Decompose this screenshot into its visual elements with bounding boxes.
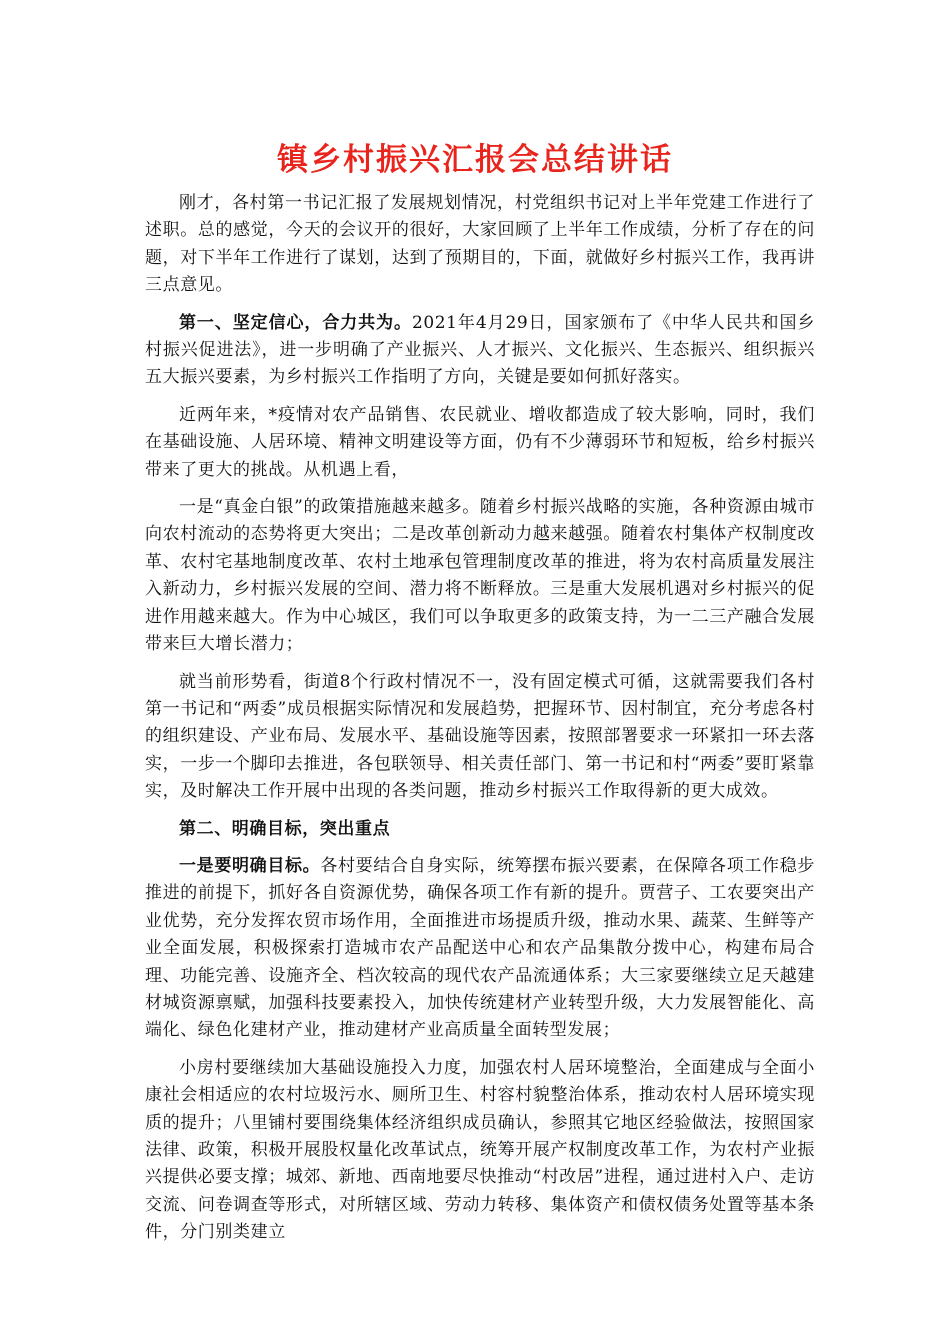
paragraph-section-one [145,310,815,392]
paragraph-opportunities: 一是“真金白银”的政策措施越来越多。随着乡村振兴战略的实施，各种资源由城市向农村流动的态势将更大突出；二是改革创新动力越来越强。随着农村集体产权制度改革、农村宅基地制度改革、农村土地承包管理制度改革的推进，将为农村高质量发展注入新动力，乡村振兴发展的空间、潜力将不断释放。三是重大发展机遇对乡村振兴的促进作用越来越大。作为中心城区，我们可以争取更多的政策支持，为一二三产融合发展带来巨大增长潜力； [145,497,815,655]
paragraph-challenges: 近两年来，*疫情对农产品销售、农民就业、增收都造成了较大影响，同时，我们在基础设施、人居环境、精神文明建设等方面，仍有不少薄弱环节和短板，给乡村振兴带来了更大的挑战。从机遇上看， [145,404,815,480]
goals-text: 各村要结合自身实际，统筹摆布振兴要素，在保障各项工作稳步推进的前提下，抓好各自资源优势，确保各项工作有新的提升。贾营子、工农要突出产业优势，充分发挥农贸市场作用，全面推进市场提质升级，推动水果、蔬菜、生鲜等产业全面发展，积极探索打造城市农产品配送中心和农产品集散分拨中心，构建布局合理、功能完善、设施齐全、档次较高的现代农产品流通体系；大三家要继续立足天越建材城资源禀赋，加强科技要素投入，加快传统建材产业转型升级，大力发展智能化、高端化、绿色化建材产业，推动建材产业高质量全面转型发展； [145,855,815,1041]
paragraph-villages: 小房村要继续加大基础设施投入力度，加强农村人居环境整治，全面建成与全面小康社会相适应的农村垃圾污水、厕所卫生、村容村貌整治体系，推动农村人居环境实现质的提升；八里铺村要围绕集体经济组织成员确认，参照其它地区经验做法，按照国家法律、政策，积极开展股权量化改革试点，统筹开展产权制度改革工作，为农村产业振兴提供必要支撑；城郊、新地、西南地要尽快推动“村改居”进程，通过进村入户、走访交流、问卷调查等形式，对所辖区域、劳动力转移、集体资产和债权债务处置等基本条件，分门别类建立 [145,1057,815,1243]
goals-lead: 一是要明确目标。 [179,855,321,876]
paragraph-current-situation: 就当前形势看，街道8个行政村情况不一，没有固定模式可循，这就需要我们各村第一书记和“两委”成员根据实际情况和发展趋势，把握环节、因村制宜，充分考虑各村的组织建设、产业布局、发展水平、基础设施等因素，按照部署要求一环紧扣一环去落实，一步一个脚印去推进，各包联领导、相关责任部门、第一书记和村“两委”要盯紧靠实，及时解决工作开展中出现的各类问题，推动乡村振兴工作取得新的更大成效。 [145,671,815,802]
paragraph-opening: 刚才，各村第一书记汇报了发展规划情况，村党组织书记对上半年党建工作进行了述职。总的感觉，今天的会议开的很好，大家回顾了上半年工作成绩，分析了存在的问题，对下半年工作进行了谋划，达到了预期目的，下面，就做好乡村振兴工作，我再讲三点意见。 [145,193,815,296]
section-one-heading: 第一、坚定信心，合力共为。 [179,312,412,333]
section-one-text: 2021年4月29日，国家颁布了《中华人民共和国乡村振兴促进法》，进一步明确了产业振兴、人才振兴、文化振兴、生态振兴、组织振兴五大振兴要素，为乡村振兴工作指明了方向，关键是要如何抓好落实。 [145,312,815,388]
document-body [145,190,815,1257]
paragraph-goals [145,853,815,1045]
document-title: 镇乡村振兴汇报会总结讲话 [277,142,673,178]
section-two-heading: 第二、明确目标，突出重点 [179,818,391,839]
